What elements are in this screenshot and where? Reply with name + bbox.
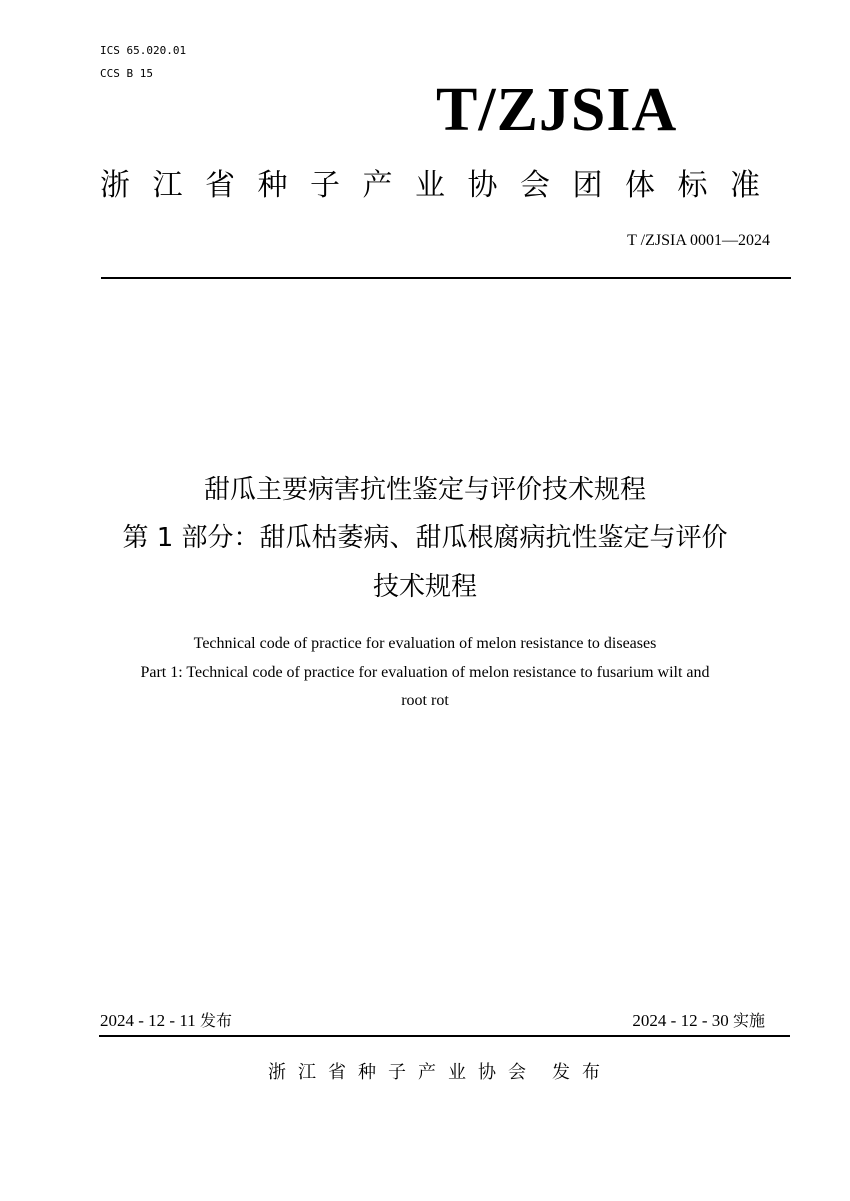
- issuer-line: [268, 1060, 612, 1086]
- chinese-title-line-3: 技术规程: [372, 572, 477, 602]
- implement-date-label: 实施: [732, 1011, 765, 1030]
- standard-logo: T/ZJSIA: [436, 76, 678, 144]
- publish-date-value: 2024 - 12 - 11: [100, 1011, 196, 1030]
- issuer-name: 浙江省种子产业协会: [268, 1062, 538, 1083]
- publish-date-label: 发布: [199, 1011, 232, 1030]
- implement-date-value: 2024 - 12 - 30: [632, 1011, 729, 1030]
- header-divider: [101, 277, 791, 279]
- chinese-title-line-2: 第 1 部分：甜瓜枯萎病、甜瓜根腐病抗性鉴定与评价: [122, 523, 728, 553]
- english-title-line-1: Technical code of practice for evaluation of melon resistance to diseases: [193, 635, 657, 652]
- publish-date: [100, 1010, 232, 1032]
- implement-date: [632, 1010, 765, 1032]
- issue-label: 发布: [552, 1062, 612, 1083]
- english-title-line-2: Part 1: Technical code of practice for evaluation of melon resistance to fusarium wilt and: [140, 664, 710, 681]
- ics-code: ICS 65.020.01: [100, 44, 187, 57]
- chinese-title-line-1: 甜瓜主要病害抗性鉴定与评价技术规程: [203, 475, 646, 505]
- organization-standard-title: 浙江省种子产业协会团体标准: [100, 168, 783, 203]
- ccs-code: CCS B 15: [100, 67, 153, 80]
- footer-divider: [99, 1035, 790, 1037]
- standard-number: T /ZJSIA 0001—2024: [627, 232, 770, 249]
- english-title-line-3: root rot: [401, 692, 449, 709]
